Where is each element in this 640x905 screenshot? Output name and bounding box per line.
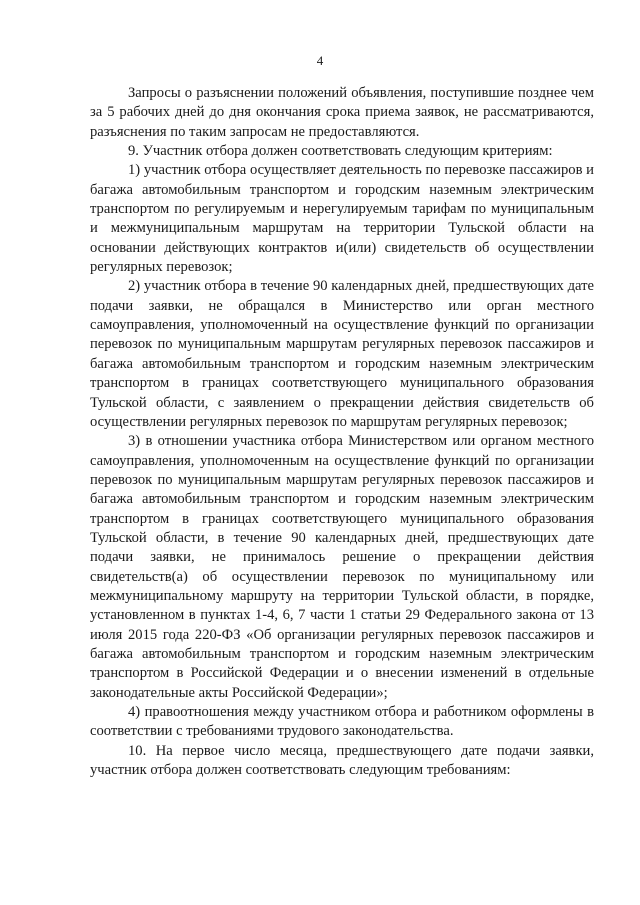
document-body: [90, 84, 594, 780]
paragraph-criterion-1: 1) участник отбора осуществляет деятельность по перевозке пассажиров и багажа автомобильным транспортом и городским наземным электрическим транспортом по регулируемым и нерегулируемым тарифам по муниципальным и межмуниципальным маршрутам на территории Тульской области на основании действующих контрактов и(или) свидетельств об осуществлении регулярных перевозок;: [90, 162, 594, 276]
page-number: 4: [316, 53, 324, 68]
paragraph-criteria-heading: 9. Участник отбора должен соответствовать следующим критериям:: [128, 143, 553, 160]
paragraph-clarification-requests: Запросы о разъяснении положений объявления, поступившие позднее чем за 5 рабочих дней до дня окончания срока приема заявок, не рассматриваются, разъяснения по таким запросам не предоставляются.: [90, 85, 594, 140]
paragraph-criterion-2: 2) участник отбора в течение 90 календарных дней, предшествующих дате подачи заявки, не обращался в Министерство или орган местного самоуправления, уполномоченный на осуществление функций по организации перевозок по муниципальным маршрутам регулярных перевозок пассажиров и багажа автомобильным транспортом и городским наземным электрическим транспортом в границах соответствующего муниципального образования Тульской области, с заявлением о прекращении действия свидетельств об осуществлении регулярных перевозок по маршрутам регулярных перевозок;: [90, 278, 594, 430]
paragraph-criterion-4: 4) правоотношения между участником отбора и работником оформлены в соответствии с требованиями трудового законодательства.: [90, 704, 594, 740]
paragraph-criterion-3: 3) в отношении участника отбора Министерством или органом местного самоуправления, уполномоченным на осуществление функций по организации перевозок по муниципальным маршрутам регулярных перевозок пассажиров и багажа автомобильным транспортом и городским наземным электрическим транспортом в границах соответствующего муниципального образования Тульской области, в течение 90 календарных дней, предшествующих дате подачи заявки, не принималось решение о прекращении действия свидетельств(а) об осуществлении перевозок по муниципальному или межмуниципальному маршруту на территории Тульской области, в порядке, установленном в пунктах 1-4, 6, 7 части 1 статьи 29 Федерального закона от 13 июля 2015 года 220-ФЗ «Об организации регулярных перевозок пассажиров и багажа автомобильным транспортом и городским наземным электрическим транспортом в Российской Федерации и о внесении изменений в отдельные законодательные акты Российской Федерации»;: [90, 433, 594, 701]
paragraph-requirements-heading: 10. На первое число месяца, предшествующего дате подачи заявки, участник отбора должен соответствовать следующим требованиям:: [90, 742, 594, 779]
